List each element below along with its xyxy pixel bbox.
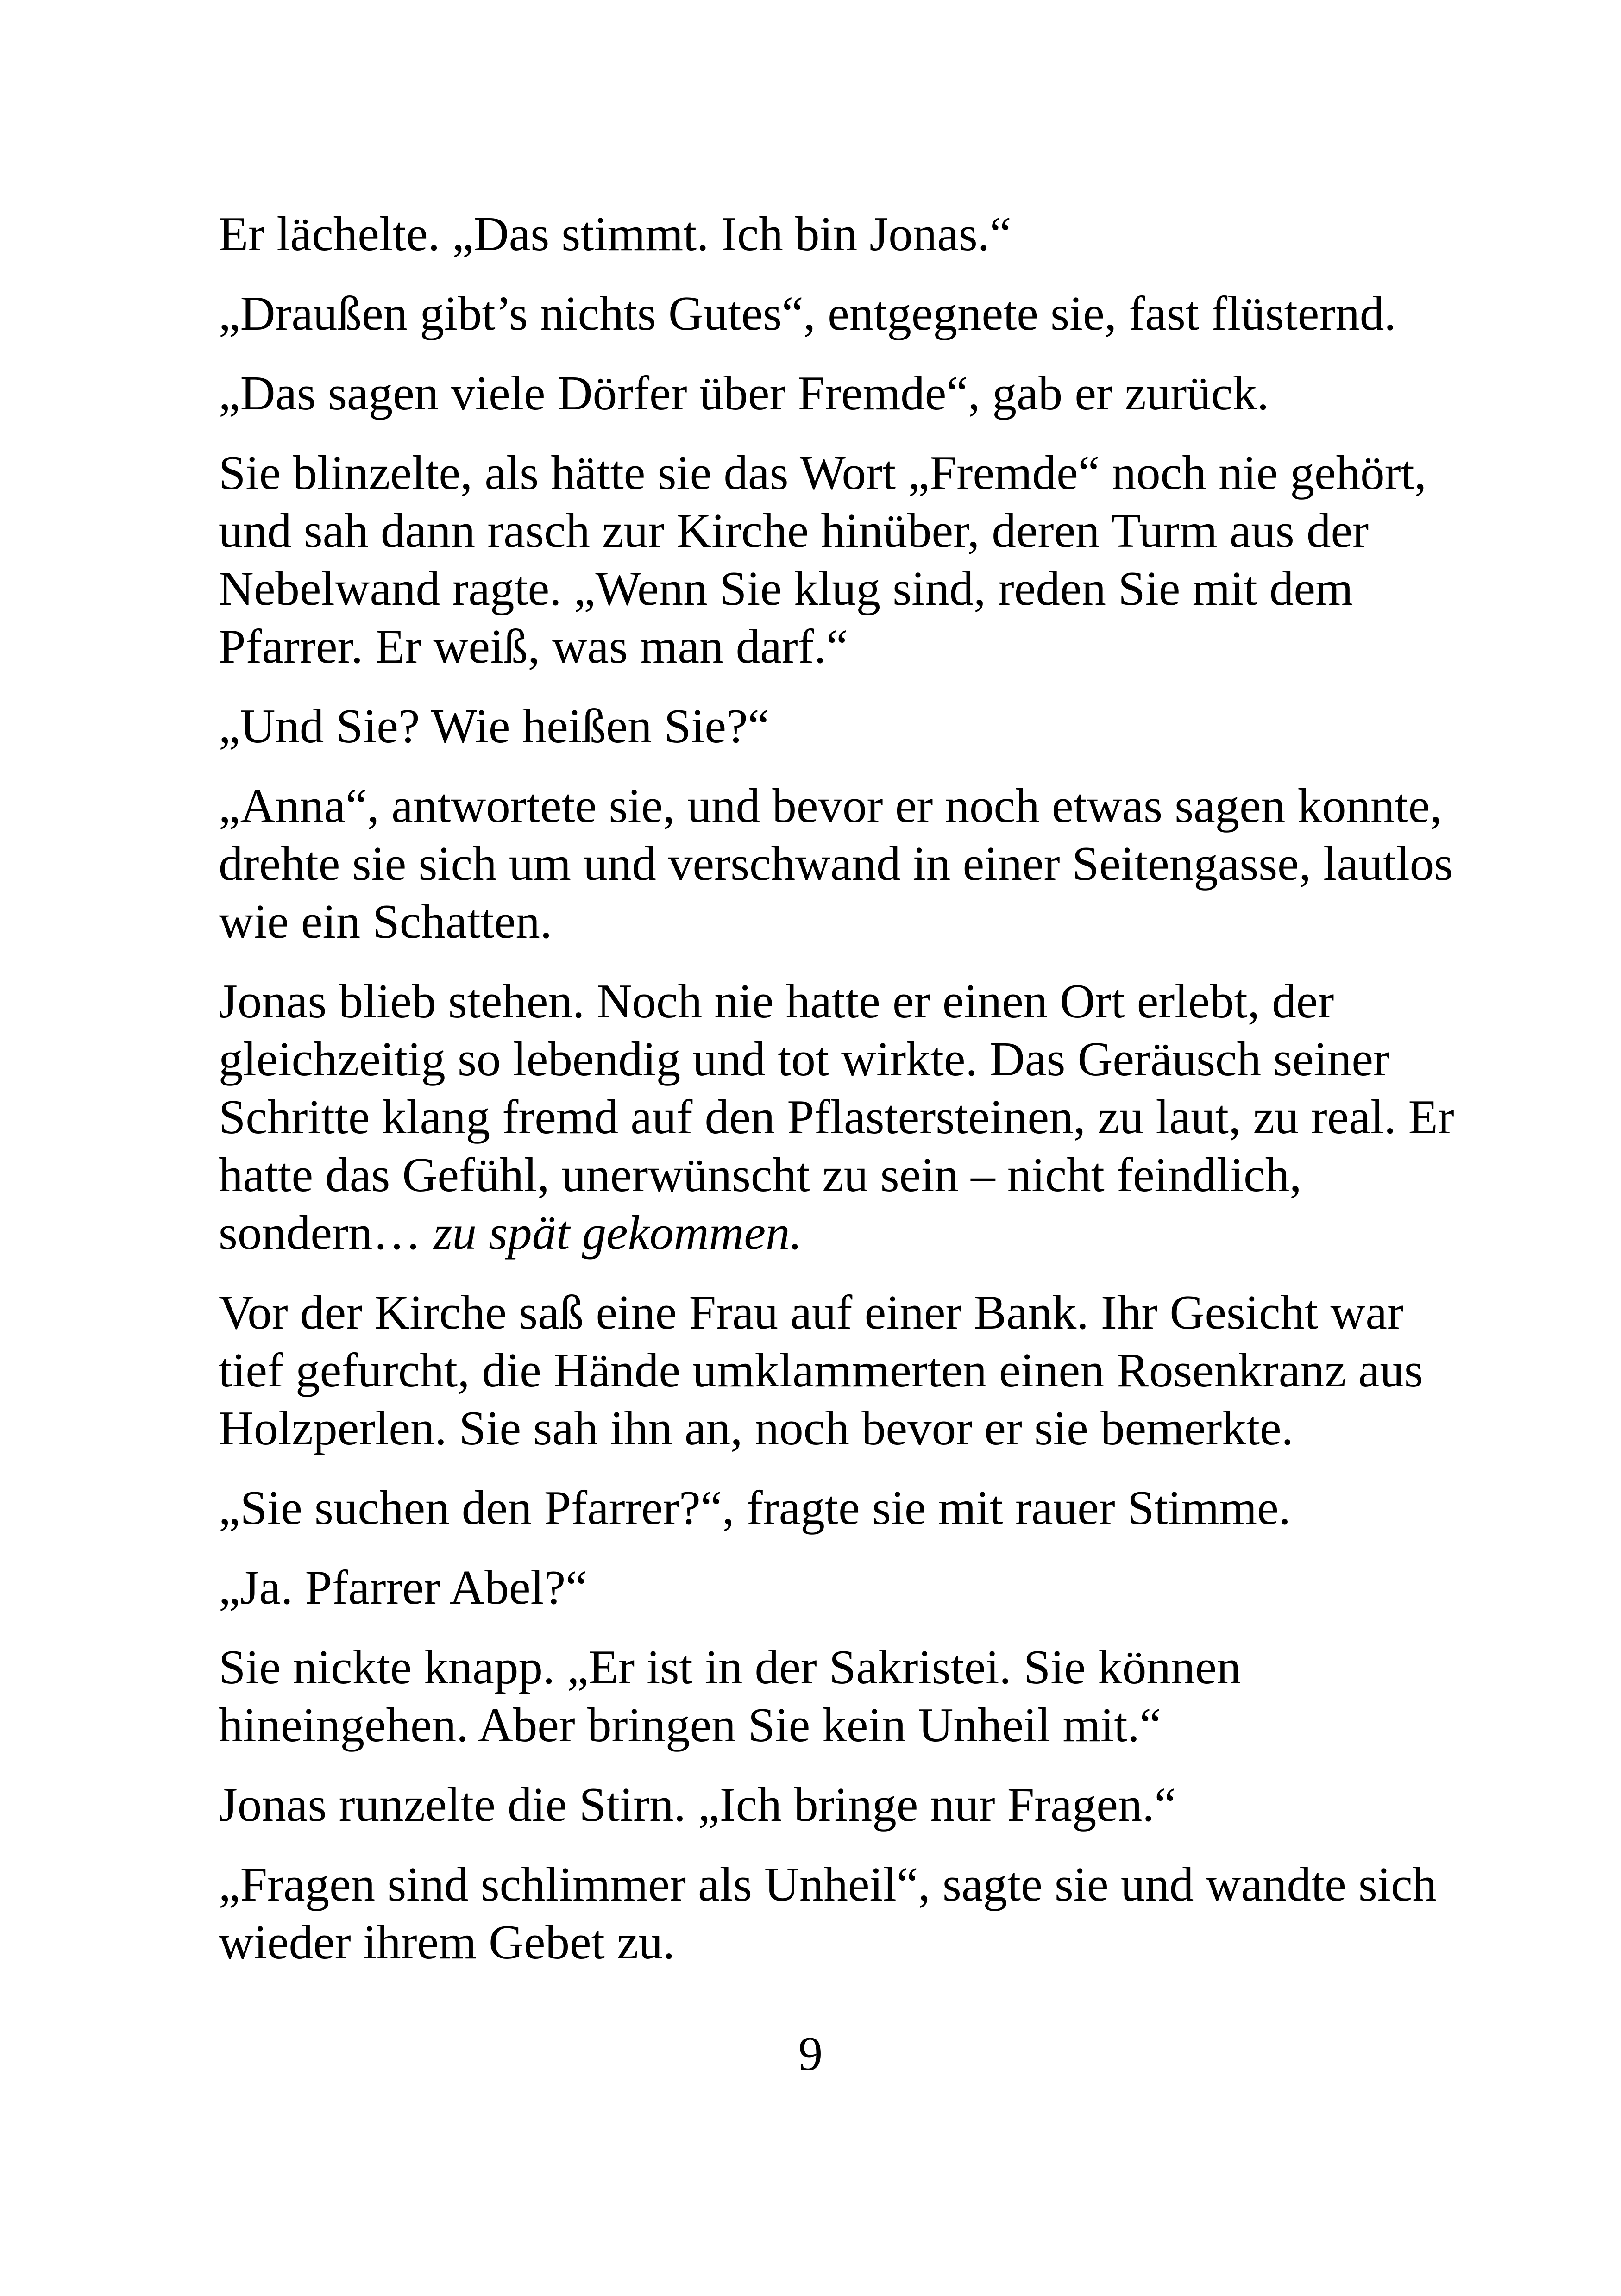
text-line: Sie nickte knapp. „Er ist in der Sakristei. Sie können (219, 1640, 1241, 1694)
text-line: Nebelwand ragte. „Wenn Sie klug sind, reden Sie mit dem (219, 561, 1353, 615)
text-line: „Anna“, antwortete sie, und bevor er noch etwas sagen konnte, (219, 778, 1442, 833)
italic-emphasis: zu spät gekommen. (433, 1205, 802, 1260)
text-line: „Das sagen viele Dörfer über Fremde“, gab er zurück. (219, 366, 1269, 420)
text-line: „Sie suchen den Pfarrer?“, fragte sie mit rauer Stimme. (219, 1480, 1291, 1535)
text-line: gleichzeitig so lebendig und tot wirkte. Das Geräusch seiner (219, 1032, 1389, 1086)
paragraph (219, 777, 1453, 950)
paragraph (219, 1775, 1432, 1833)
paragraph (219, 1479, 1432, 1537)
text-line: drehte sie sich um und verschwand in einer Seitengasse, lautlos (219, 836, 1453, 891)
text-line: Sie blinzelte, als hätte sie das Wort „Fremde“ noch nie gehört, (219, 445, 1426, 500)
text-line: Jonas blieb stehen. Noch nie hatte er einen Ort erlebt, der (219, 974, 1334, 1028)
text-line: „Fragen sind schlimmer als Unheil“, sagte sie und wandte sich (219, 1857, 1437, 1911)
paragraph (219, 284, 1432, 342)
text-line: wieder ihrem Gebet zu. (219, 1915, 675, 1969)
body-text (219, 205, 1454, 1993)
paragraph (219, 444, 1432, 675)
text-line-prefix: sondern… (219, 1205, 434, 1260)
text-line: „Draußen gibt’s nichts Gutes“, entgegnete sie, fast flüsternd. (219, 286, 1396, 340)
paragraph (219, 972, 1454, 1261)
text-line: Holzperlen. Sie sah ihn an, noch bevor er sie bemerkte. (219, 1401, 1294, 1455)
paragraph (219, 1855, 1437, 1971)
text-line: Schritte klang fremd auf den Pflastersteinen, zu laut, zu real. Er (219, 1090, 1454, 1144)
text-line: „Ja. Pfarrer Abel?“ (219, 1560, 587, 1614)
paragraph (219, 1558, 1432, 1616)
paragraph (219, 364, 1432, 422)
text-line: und sah dann rasch zur Kirche hinüber, deren Turm aus der (219, 503, 1369, 558)
text-line: Vor der Kirche saß eine Frau auf einer Bank. Ihr Gesicht war (219, 1285, 1403, 1339)
page-number: 9 (798, 2026, 823, 2081)
paragraph (219, 1638, 1432, 1754)
paragraph (219, 697, 1432, 755)
text-line: hineingehen. Aber bringen Sie kein Unheil mit.“ (219, 1698, 1162, 1752)
text-line: Jonas runzelte die Stirn. „Ich bringe nur Fragen.“ (219, 1777, 1176, 1832)
text-line: Er lächelte. „Das stimmt. Ich bin Jonas.“ (219, 207, 1012, 261)
text-line: wie ein Schatten. (219, 894, 553, 948)
paragraph (219, 205, 1432, 263)
text-line: tief gefurcht, die Hände umklammerten einen Rosenkranz aus (219, 1343, 1423, 1397)
paragraph (219, 1283, 1432, 1457)
text-line: Pfarrer. Er weiß, was man darf.“ (219, 619, 848, 673)
text-line: hatte das Gefühl, unerwünscht zu sein – nicht feindlich, (219, 1148, 1302, 1202)
text-line: „Und Sie? Wie heißen Sie?“ (219, 699, 770, 753)
text-line (219, 1204, 1432, 1261)
